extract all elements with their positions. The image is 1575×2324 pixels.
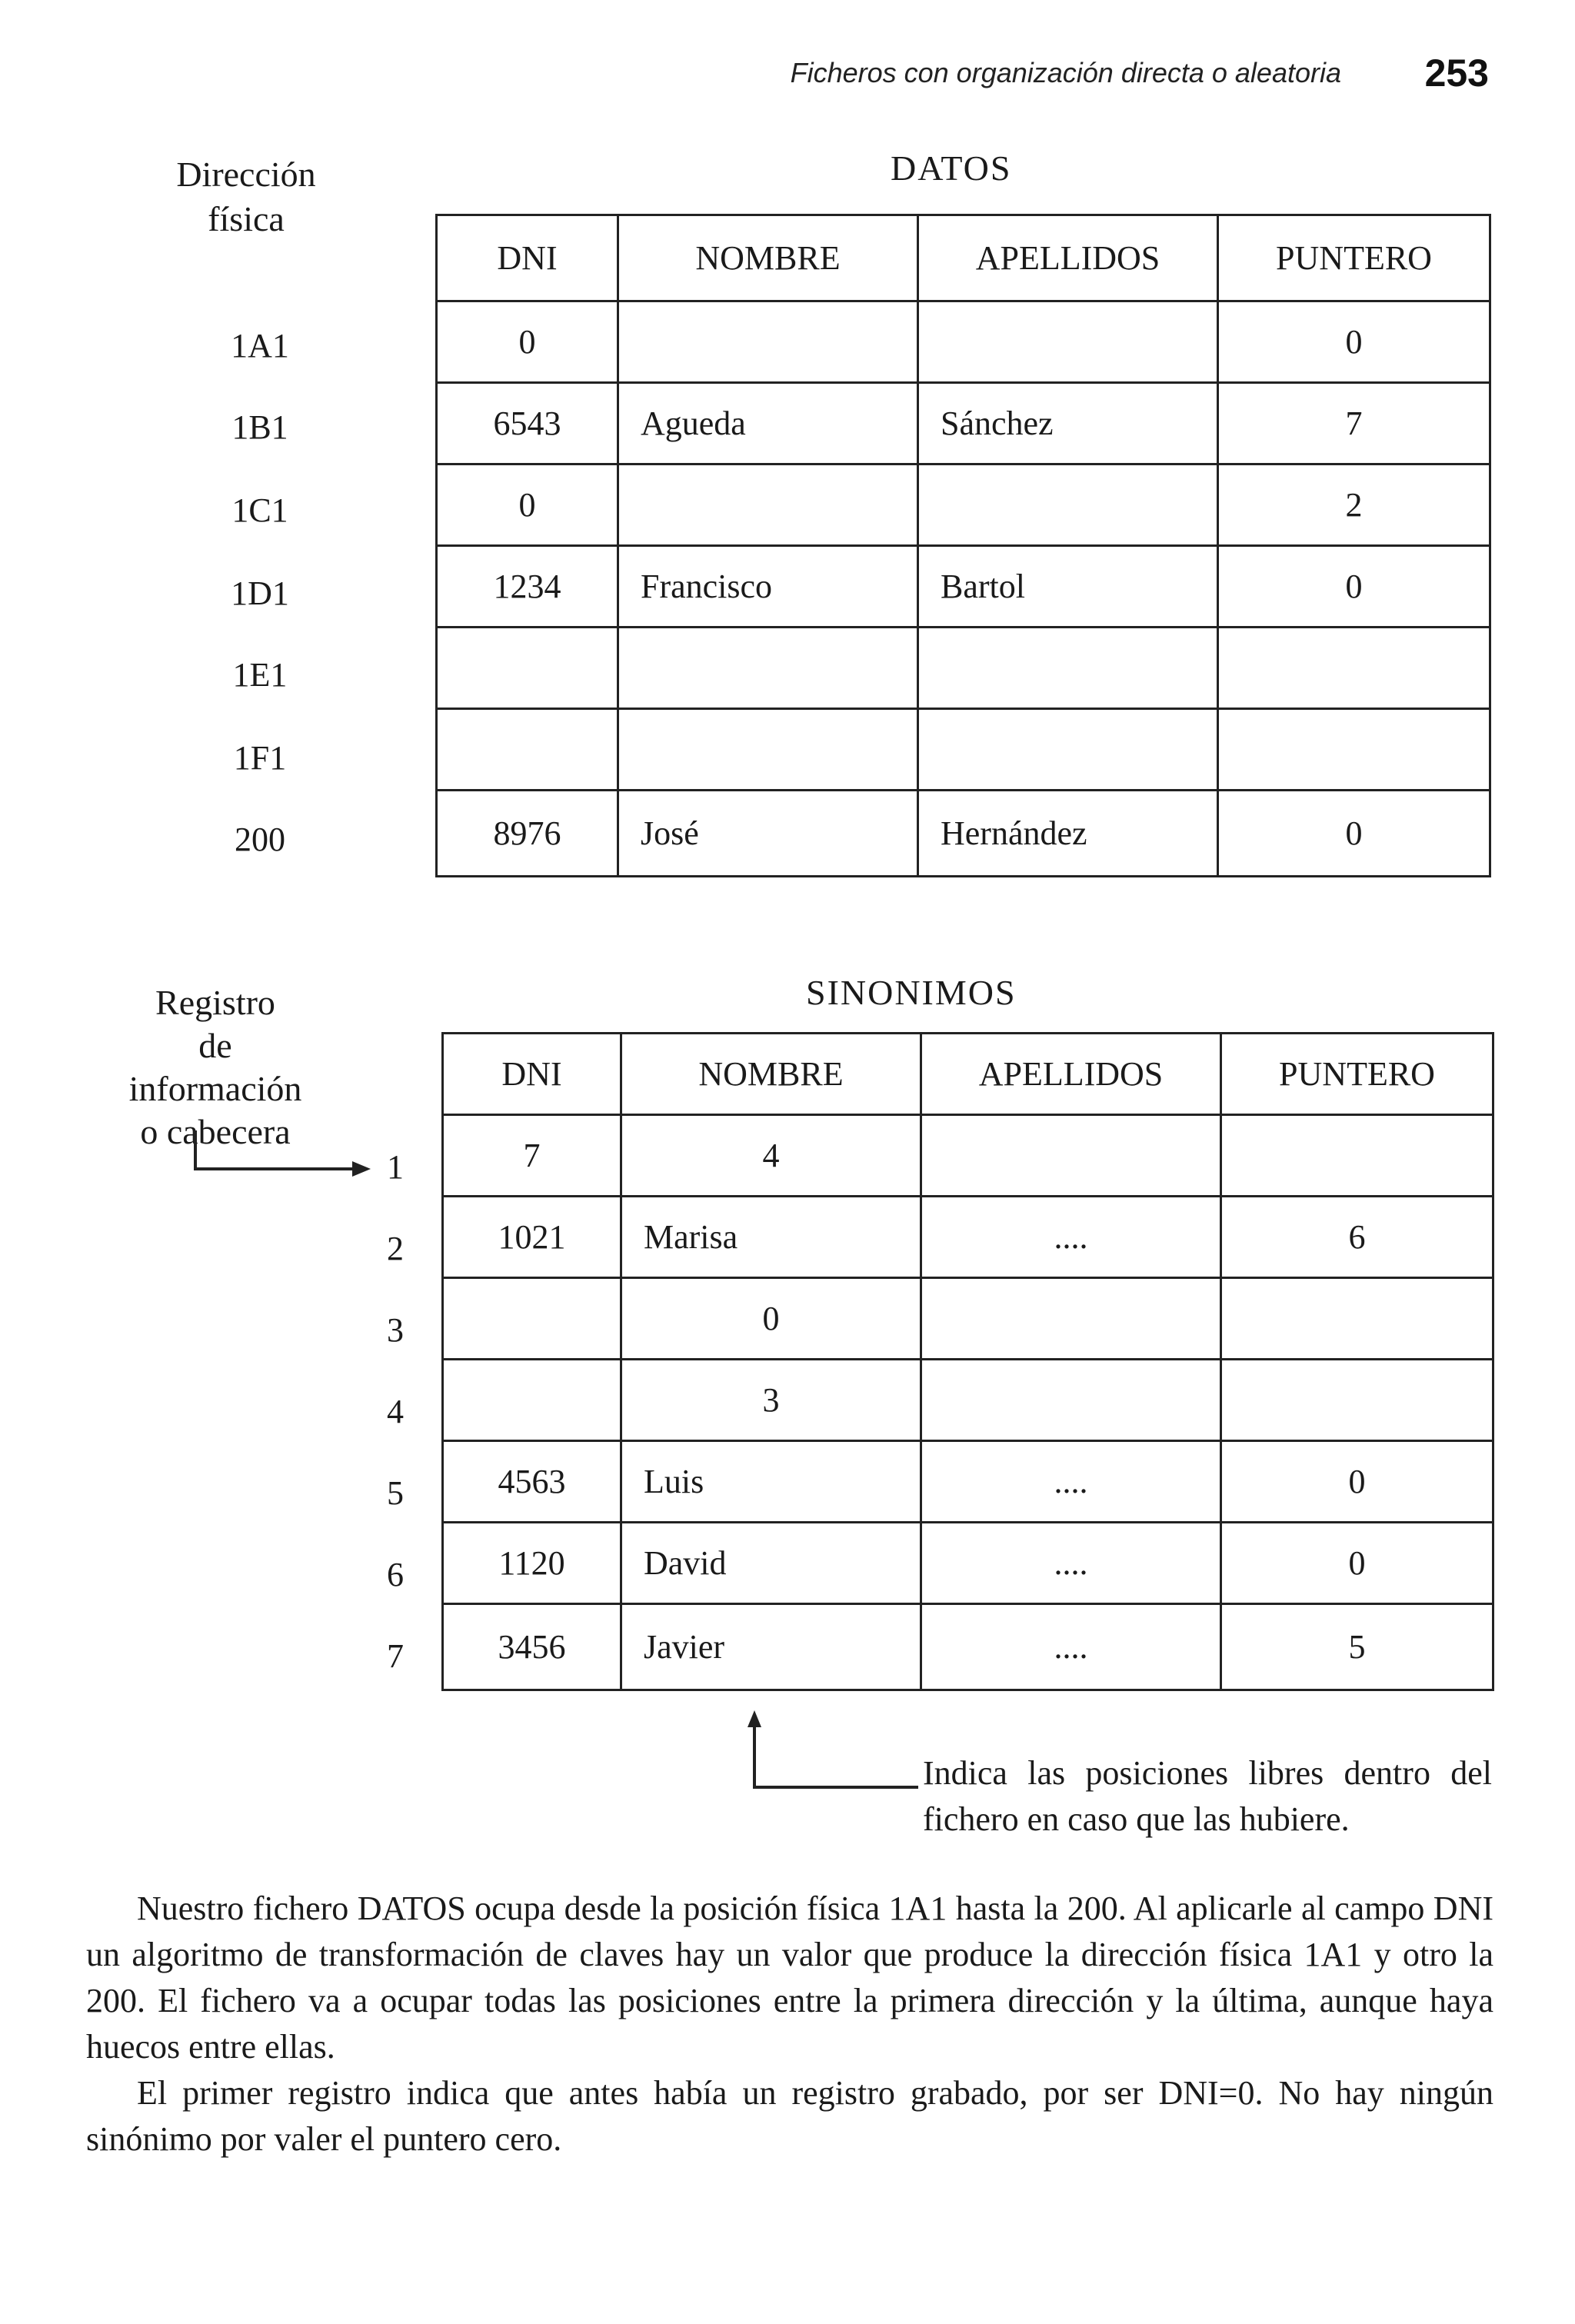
datos-address-label: 1C1 (231, 491, 288, 529)
cell-nombre: Luis (621, 1441, 921, 1523)
sinonimos-side-label-line: Registro (155, 983, 275, 1022)
cell-apellidos: .... (921, 1441, 1221, 1523)
sinonimos-side-label-line: de (198, 1026, 232, 1065)
datos-side-label (154, 152, 338, 241)
cell-nombre: Marisa (621, 1197, 921, 1278)
table-row (437, 709, 1490, 791)
datos-table (435, 214, 1491, 877)
sinonimos-row-number: 4 (387, 1393, 404, 1430)
cell-dni: 1234 (437, 546, 618, 628)
cell-puntero: 2 (1218, 464, 1490, 546)
column-header-nombre: NOMBRE (621, 1034, 921, 1115)
cell-nombre: 0 (621, 1278, 921, 1360)
cell-puntero (1221, 1278, 1493, 1360)
cell-nombre: David (621, 1523, 921, 1604)
cell-puntero: 6 (1221, 1197, 1493, 1278)
cell-puntero: 0 (1221, 1523, 1493, 1604)
sinonimos-table (441, 1032, 1494, 1691)
sinonimos-row-number: 6 (387, 1556, 404, 1593)
cell-dni: 1021 (443, 1197, 621, 1278)
cell-dni: 0 (437, 301, 618, 383)
sinonimos-row-number: 1 (387, 1148, 404, 1186)
column-header-apellidos: APELLIDOS (921, 1034, 1221, 1115)
cell-dni: 4563 (443, 1441, 621, 1523)
table-row (437, 628, 1490, 709)
free-positions-note: Indica las posiciones libres dentro del fichero en caso que las hubiere. (923, 1754, 1492, 1838)
cell-nombre (618, 464, 918, 546)
cell-puntero (1221, 1360, 1493, 1441)
cell-apellidos (918, 464, 1218, 546)
cell-apellidos: .... (921, 1197, 1221, 1278)
cell-apellidos: Bartol (918, 546, 1218, 628)
datos-address-label: 1D1 (231, 574, 289, 612)
table-row (443, 1197, 1493, 1278)
datos-address-label: 200 (235, 821, 285, 858)
note-arrow (743, 1710, 927, 1795)
table-row (443, 1441, 1493, 1523)
cell-puntero: 0 (1218, 301, 1490, 383)
cell-apellidos (918, 628, 1218, 709)
sinonimos-row-number: 5 (387, 1474, 404, 1512)
sinonimos-table-title: SINONIMOS (806, 973, 1017, 1012)
running-title: Ficheros con organización directa o aleatoria (790, 57, 1341, 88)
column-header-nombre: NOMBRE (618, 215, 918, 301)
sinonimos-side-label (108, 981, 323, 1154)
column-header-puntero: PUNTERO (1221, 1034, 1493, 1115)
cell-apellidos: .... (921, 1523, 1221, 1604)
cell-puntero: 0 (1218, 546, 1490, 628)
cell-apellidos: Sánchez (918, 383, 1218, 464)
cell-dni (437, 628, 618, 709)
table-row (443, 1115, 1493, 1197)
cell-nombre (618, 628, 918, 709)
sinonimos-row-number: 3 (387, 1311, 404, 1349)
cell-dni: 3456 (443, 1604, 621, 1690)
datos-side-label-line: Dirección (176, 155, 316, 194)
datos-address-label: 1E1 (232, 656, 288, 694)
cell-nombre: Javier (621, 1604, 921, 1690)
column-header-dni: DNI (437, 215, 618, 301)
cell-apellidos: .... (921, 1604, 1221, 1690)
cell-puntero: 5 (1221, 1604, 1493, 1690)
cell-dni: 7 (443, 1115, 621, 1197)
cell-puntero (1221, 1115, 1493, 1197)
datos-table-title: DATOS (891, 148, 1012, 188)
page-number: 253 (1424, 52, 1489, 95)
cell-nombre (618, 301, 918, 383)
cell-nombre: 3 (621, 1360, 921, 1441)
cell-dni: 6543 (437, 383, 618, 464)
cell-apellidos (918, 301, 1218, 383)
column-header-puntero: PUNTERO (1218, 215, 1490, 301)
cell-apellidos (918, 709, 1218, 791)
cell-nombre (618, 709, 918, 791)
body-paragraph: Nuestro fichero DATOS ocupa desde la posición física 1A1 hasta la 200. Al aplicarle al campo DNI un algoritmo de transformación de claves hay un valor que produce la dirección física 1A1 y otro la 200. El fichero va a ocupar todas las posiciones entre la primera dirección y la última, aunque haya huecos entre ellas. (86, 1889, 1493, 2066)
body-text (86, 1886, 1493, 2163)
cell-apellidos (921, 1278, 1221, 1360)
datos-address-label: 1A1 (231, 327, 289, 365)
cell-dni (443, 1278, 621, 1360)
cell-puntero (1218, 628, 1490, 709)
table-row (437, 301, 1490, 383)
table-row (443, 1604, 1493, 1690)
cell-dni: 8976 (437, 791, 618, 877)
table-header-row (443, 1034, 1493, 1115)
sinonimos-side-label-line: o cabecera (140, 1112, 291, 1151)
cell-nombre: 4 (621, 1115, 921, 1197)
cell-dni (443, 1360, 621, 1441)
table-row (437, 383, 1490, 464)
table-row (437, 464, 1490, 546)
column-header-dni: DNI (443, 1034, 621, 1115)
cell-dni (437, 709, 618, 791)
sinonimos-row-number: 7 (387, 1637, 404, 1675)
cell-dni: 0 (437, 464, 618, 546)
cell-apellidos (921, 1115, 1221, 1197)
table-row (443, 1360, 1493, 1441)
cell-puntero: 0 (1221, 1441, 1493, 1523)
sinonimos-row-number: 2 (387, 1230, 404, 1267)
cell-puntero: 0 (1218, 791, 1490, 877)
column-header-apellidos: APELLIDOS (918, 215, 1218, 301)
cell-apellidos (921, 1360, 1221, 1441)
cell-dni: 1120 (443, 1523, 621, 1604)
cell-puntero: 7 (1218, 383, 1490, 464)
table-row (437, 791, 1490, 877)
sinonimos-side-label-line: información (128, 1069, 302, 1108)
header-record-arrow (192, 1130, 377, 1177)
table-header-row (437, 215, 1490, 301)
cell-nombre: José (618, 791, 918, 877)
body-paragraph: El primer registro indica que antes había un registro grabado, por ser DNI=0. No hay ningún sinónimo por valer el puntero cero. (86, 2074, 1493, 2158)
datos-address-label: 1B1 (231, 408, 288, 446)
cell-nombre: Francisco (618, 546, 918, 628)
cell-puntero (1218, 709, 1490, 791)
datos-side-label-line: física (208, 199, 285, 238)
table-row (443, 1278, 1493, 1360)
cell-apellidos: Hernández (918, 791, 1218, 877)
table-row (443, 1523, 1493, 1604)
table-row (437, 546, 1490, 628)
cell-nombre: Agueda (618, 383, 918, 464)
datos-address-label: 1F1 (233, 739, 287, 777)
